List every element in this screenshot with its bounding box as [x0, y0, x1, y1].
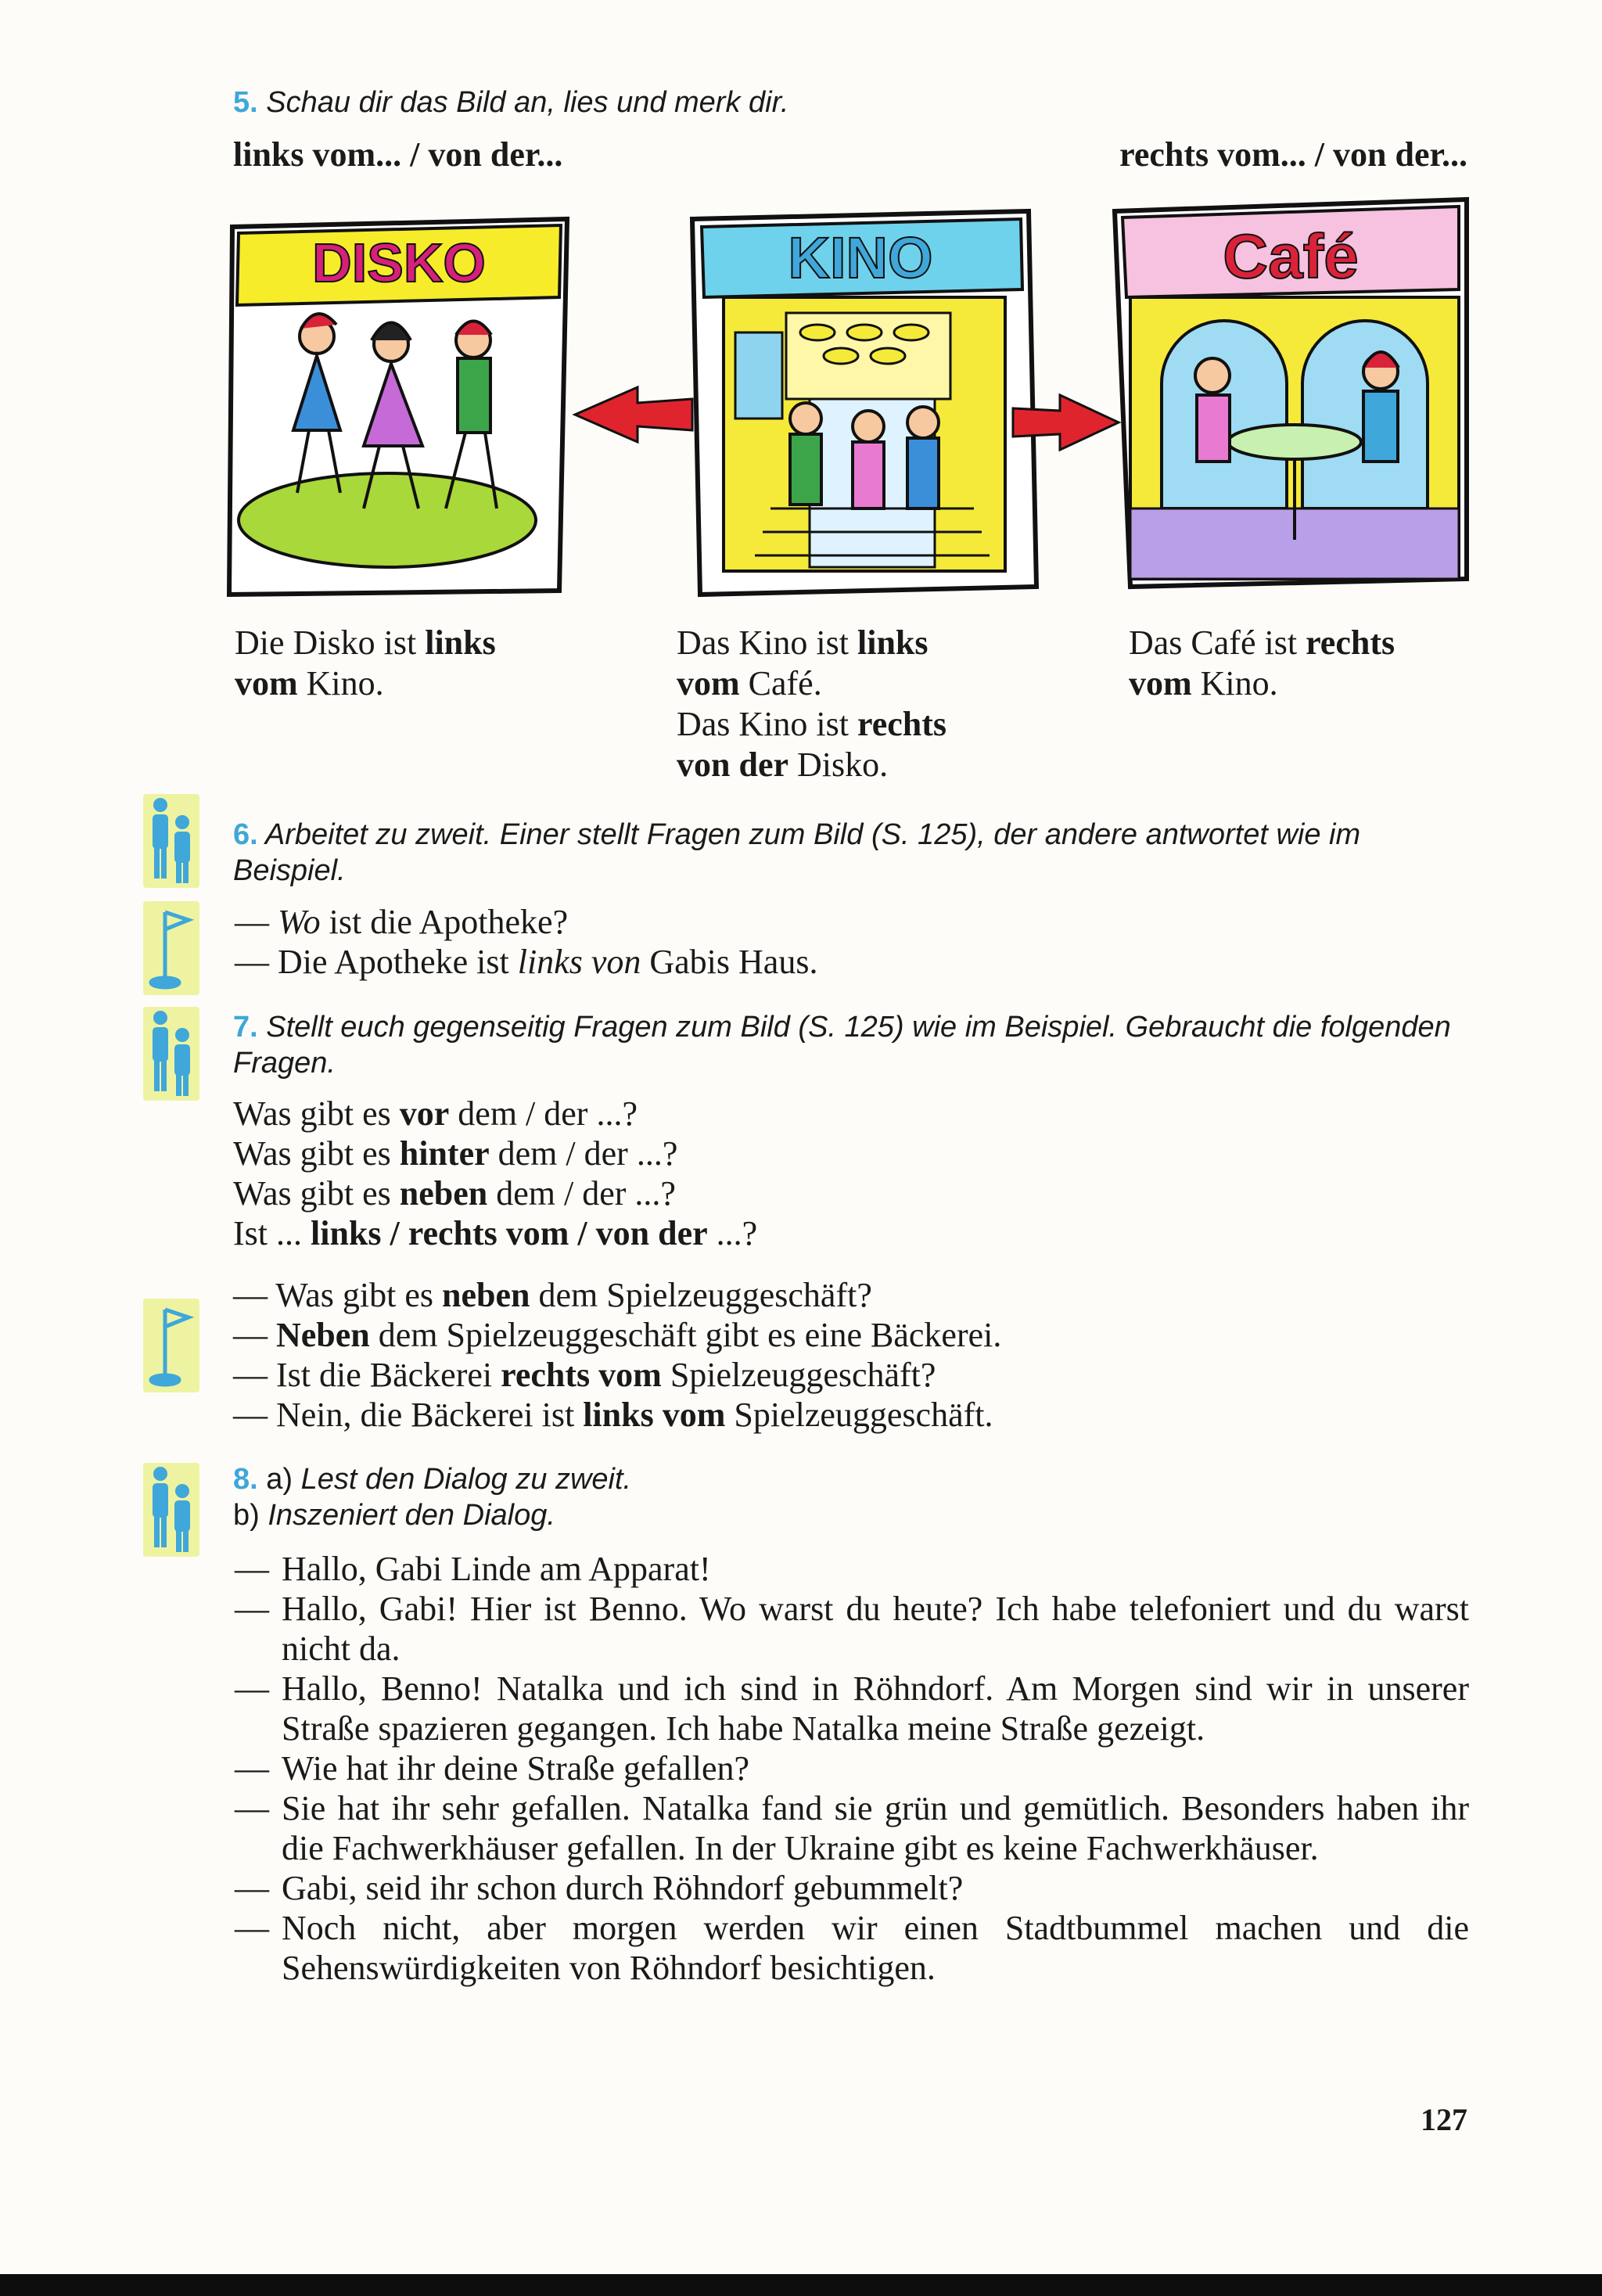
caption-bold: vom: [1129, 664, 1192, 702]
dialog-line: [235, 1868, 1469, 1908]
q-text: Was gibt es: [233, 1134, 400, 1173]
ex7-example-line: [233, 1355, 1001, 1395]
caption-text: Das Café ist: [1129, 623, 1306, 662]
ex-text: dem Spielzeuggeschäft gibt es eine Bäckerei.: [369, 1316, 1002, 1354]
ex-bold: rechts vom: [501, 1356, 662, 1394]
ex5-instruction: [233, 84, 788, 120]
arrow-left-icon: [575, 387, 692, 442]
dialog-line: [235, 1589, 1469, 1669]
ex7-number: 7.: [233, 1011, 258, 1044]
q-bold: vor: [399, 1094, 450, 1133]
dash: —: [235, 1590, 269, 1628]
kino-sign: KINO: [788, 225, 933, 290]
caption-text: Die Disko ist: [235, 623, 426, 662]
ex6-italic: links von: [517, 943, 641, 981]
ex8-a-label: a): [266, 1463, 293, 1496]
ex7-example-line: [233, 1275, 1001, 1315]
dash: —: [235, 943, 269, 981]
pair-work-icon: [143, 1463, 199, 1557]
heading-links: links vom... / von der...: [233, 135, 563, 174]
dialog-line: [235, 1549, 1469, 1589]
dialog-text: Wie hat ihr deine Straße gefallen?: [282, 1749, 750, 1788]
ex8-instruction-a: [233, 1461, 631, 1497]
q-text: dem / der ...?: [489, 1134, 678, 1173]
ex-bold: neben: [441, 1276, 530, 1314]
dialog-line: [235, 1908, 1469, 1988]
caption-text: Das Kino ist: [677, 705, 857, 743]
ex6-italic: Wo: [278, 903, 321, 941]
dash: —: [235, 1749, 269, 1788]
ex-text: Was gibt es: [275, 1276, 442, 1314]
caption-bold: von der: [677, 746, 788, 784]
ex6-example-line-1: [235, 902, 568, 942]
ex7-example-line: [233, 1315, 1001, 1355]
q-text: dem / der ...?: [449, 1094, 638, 1133]
q-bold: links / rechts vom / von der: [311, 1214, 708, 1252]
ex5-number: 5.: [233, 86, 258, 119]
dialog-text: Hallo, Gabi! Hier ist Benno. Wo warst du heute? Ich habe telefoniert und du warst nicht da.: [282, 1590, 1469, 1668]
ex-bold: Neben: [276, 1316, 370, 1354]
pair-work-icon: [143, 794, 199, 888]
caption-text: Disko.: [788, 746, 889, 784]
ex7-example-line: [233, 1395, 1001, 1435]
caption-disko: [235, 623, 579, 704]
caption-text: Kino.: [297, 664, 384, 702]
caption-cafe: [1129, 623, 1489, 704]
heading-rechts: rechts vom... / von der...: [1119, 135, 1467, 174]
dialog-line: [235, 1748, 1469, 1788]
q-text: ...?: [707, 1214, 758, 1252]
caption-bold: vom: [677, 664, 740, 702]
cafe-panel: [1115, 199, 1467, 587]
ex-text: Spielzeuggeschäft.: [725, 1396, 993, 1434]
ex7-question: [233, 1094, 757, 1134]
dash: —: [235, 1909, 269, 1947]
ex5-instruction-text: Schau dir das Bild an, lies und merk dir.: [266, 86, 789, 119]
dash: —: [233, 1276, 268, 1314]
cafe-sign: Café: [1223, 221, 1359, 291]
caption-bold: rechts: [1306, 623, 1395, 662]
dash: —: [235, 1550, 269, 1588]
caption-bold: rechts: [857, 705, 947, 743]
q-text: dem / der ...?: [487, 1174, 676, 1213]
dialog-text: Gabi, seid ihr schon durch Röhndorf gebummelt?: [282, 1869, 964, 1907]
ex-text: Nein, die Bäckerei ist: [276, 1396, 584, 1434]
pair-work-icon: [143, 1007, 199, 1101]
ex8-dialog: [235, 1549, 1469, 1988]
ex8-number: 8.: [233, 1463, 258, 1496]
ex6-number: 6.: [233, 818, 258, 851]
ex6-text: Gabis Haus.: [641, 943, 818, 981]
caption-bold: links: [425, 623, 496, 662]
ex6-example-line-2: [235, 942, 817, 982]
ex8-a-text: Lest den Dialog zu zweit.: [300, 1463, 632, 1496]
ex6-text: Die Apotheke ist: [278, 943, 518, 981]
ex8-b-label: b): [233, 1499, 260, 1532]
q-bold: neben: [399, 1174, 488, 1213]
scan-bottom-edge: [0, 2274, 1602, 2296]
dash: —: [235, 903, 269, 941]
ex7-example: [233, 1275, 1001, 1435]
dash: —: [233, 1356, 268, 1394]
dialog-text: Hallo, Gabi Linde am Apparat!: [282, 1550, 711, 1588]
q-text: Was gibt es: [233, 1174, 400, 1213]
example-flag-icon: [143, 901, 199, 995]
kino-panel: [692, 211, 1036, 595]
ex6-text: ist die Apotheke?: [320, 903, 569, 941]
page-number: 127: [1421, 2102, 1467, 2137]
disko-panel: [229, 219, 567, 595]
caption-bold: links: [857, 623, 929, 662]
caption-text: Café.: [739, 664, 822, 702]
dialog-text: Noch nicht, aber morgen werden wir einen Stadtbummel machen und die Sehenswürdigkeiten von Röhndorf besichtigen.: [282, 1909, 1469, 1987]
caption-text: Kino.: [1191, 664, 1278, 702]
disko-kino-cafe-illustration: [223, 196, 1474, 602]
dash: —: [235, 1869, 269, 1907]
dash: —: [233, 1396, 268, 1434]
dialog-line: [235, 1788, 1469, 1868]
disko-sign: DISKO: [312, 232, 486, 293]
dash: —: [233, 1316, 268, 1354]
dash: —: [235, 1669, 269, 1708]
ex-text: Ist die Bäckerei: [276, 1356, 501, 1394]
q-bold: hinter: [399, 1134, 490, 1173]
ex7-question-list: [233, 1094, 757, 1253]
ex7-instruction-text: Stellt euch gegenseitig Fragen zum Bild (S. 125) wie im Beispiel. Gebraucht die folgenden Fragen.: [233, 1011, 1451, 1080]
dialog-text: Sie hat ihr sehr gefallen. Natalka fand sie grün und gemütlich. Besonders haben ihr die Fachwerkhäuser gefallen. In der Ukraine gibt es keine Fachwerkhäuser.: [282, 1789, 1469, 1867]
ex7-question: [233, 1173, 757, 1213]
ex6-instruction-text: Arbeitet zu zweit. Einer stellt Fragen zum Bild (S. 125), der andere antwortet wie im Beispiel.: [233, 818, 1361, 887]
ex-text: Spielzeuggeschäft?: [661, 1356, 936, 1394]
caption-kino: [677, 623, 1021, 785]
dialog-line: [235, 1669, 1469, 1748]
ex8-instruction-b: [233, 1497, 555, 1533]
caption-text: Das Kino ist: [677, 623, 857, 662]
q-text: Ist ...: [233, 1214, 311, 1252]
ex6-instruction: [233, 817, 1469, 889]
ex-text: dem Spielzeuggeschäft?: [530, 1276, 872, 1314]
ex-bold: links vom: [583, 1396, 726, 1434]
ex8-b-text: Inszeniert den Dialog.: [268, 1499, 555, 1532]
example-flag-icon: [143, 1299, 199, 1392]
dash: —: [235, 1789, 269, 1827]
ex7-question: [233, 1213, 757, 1253]
dialog-text: Hallo, Benno! Natalka und ich sind in Röhndorf. Am Morgen sind wir in unserer Straße spazieren gegangen. Ich habe Natalka meine Straße gezeigt.: [282, 1669, 1469, 1748]
q-text: Was gibt es: [233, 1094, 400, 1133]
ex7-question: [233, 1134, 757, 1173]
ex7-instruction: [233, 1009, 1469, 1081]
caption-bold: vom: [235, 664, 298, 702]
